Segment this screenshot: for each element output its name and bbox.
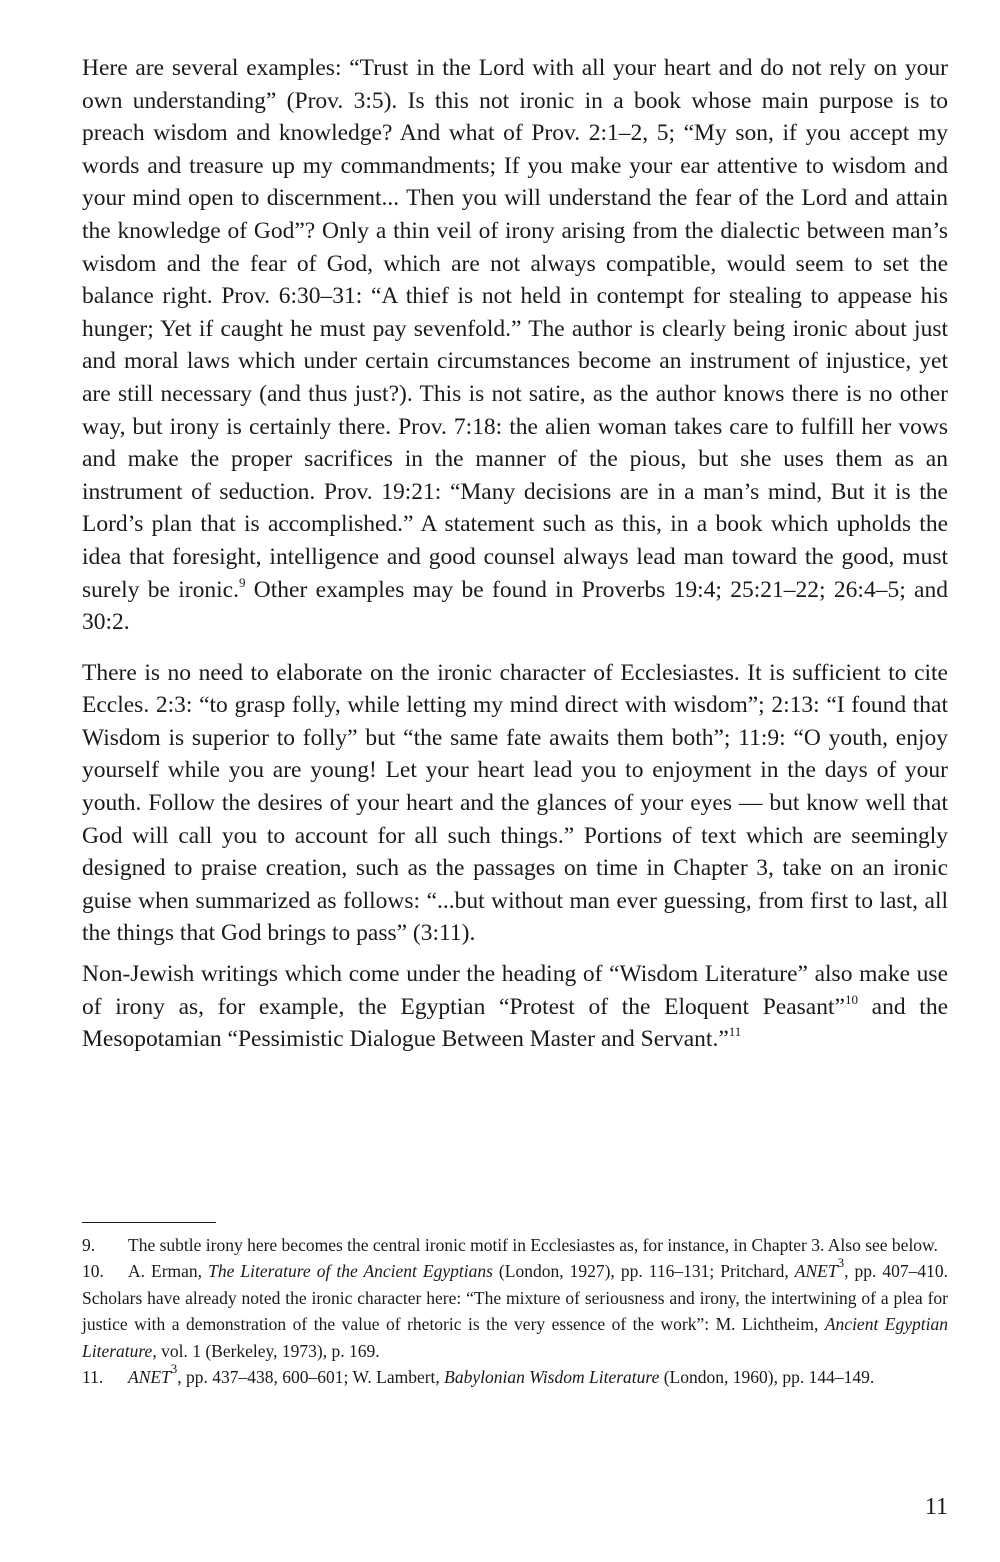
footnote-number: 11. [82, 1367, 104, 1388]
footnote-ref-10[interactable]: 10 [844, 991, 858, 1007]
book-title: The Literature of the Ancient Egyptians [208, 1261, 493, 1282]
paragraph-proverbs [82, 52, 948, 639]
paragraph-non-jewish-writings [82, 958, 948, 1056]
footnote-text: (London, 1927), pp. 116–131; Pritchard, [492, 1261, 795, 1282]
paragraph-text: There is no need to elaborate on the ironic character of Ecclesiastes. It is sufficient to cite Eccles. 2:3: “to grasp folly, while letting my mind direct with wisdom”; 2:13: “I found that Wisdom is superior to folly” but “the same fate awaits them both”; 11:9: “O youth, enjoy yourself while you are young! Let your heart lead you to enjoyment in the days of your youth. Follow the desires of your heart and the glances of your eyes — but know well that God will call you to account for all such things.” Portions of text which are seemingly designed to praise creation, such as the passages on time in Chapter 3, take on an ironic guise when summarized as follows: “...but without man ever guessing, from first to last, all the things that God brings to pass” (3:11). [82, 659, 948, 947]
footnote-text: A. Erman, [128, 1261, 209, 1282]
footnote-9 [82, 1232, 948, 1258]
paragraph-text: Here are several examples: “Trust in the Lord with all your heart and do not rely on your own understanding” (Prov. 3:5). Is this not ironic in a book whose main purpose is to preach wisdom and knowledge? And what of Prov. 2:1–2, 5; “My son, if you accept my words and treasure up my commandments; If you make your ear attentive to wisdom and your mind open to discernment... Then you will understand the fear of the Lord and attain the knowledge of God”? Only a thin veil of irony arising from the dialectic between man’s wisdom and the fear of God, which are not always compatible, would seem to set the balance right. Prov. 6:30–31: “A thief is not held in contempt for stealing to appease his hunger; Yet if caught he must pay sevenfold.” The author is clearly being ironic about just and moral laws which under certain circumstances become an instrument of injustice, yet are still necessary (and thus just?). This is not satire, as the author knows there is no other way, but irony is certainly there. Prov. 7:18: the alien woman takes care to fulfill her vows and make the proper sacrifices in the manner of the pious, but she uses them as an instrument of seduction. Prov. 19:21: “Many decisions are in a man’s mind, But it is the Lord’s plan that is accomplished.” A statement such as this, in a book which upholds the idea that foresight, intelligence and good counsel always lead man toward the good, must surely be ironic. [82, 55, 948, 603]
footnote-text: (London, 1960), pp. 144–149. [659, 1367, 875, 1388]
footnote-number: 10. [82, 1261, 104, 1282]
book-title: ANET [128, 1367, 171, 1388]
paragraph-text-continued: Other examples may be found in Proverbs 19:4; 25:21–22; 26:4–5; and 30:2. [82, 576, 948, 636]
footnote-divider [82, 1222, 216, 1223]
footnote-text: , vol. 1 (Berkeley, 1973), p. 169. [152, 1340, 380, 1361]
footnote-11 [82, 1361, 948, 1390]
footnote-ref-9[interactable]: 9 [238, 574, 246, 590]
book-title: Ancient Egyptian Literature [82, 1314, 948, 1361]
footnote-number: 9. [82, 1235, 96, 1255]
paragraph-ecclesiastes [82, 657, 948, 950]
footnote-text: The subtle irony here becomes the central ironic motif in Ecclesiastes as, for instance, in Chapter 3. Also see below. [128, 1235, 938, 1255]
footnotes [82, 1232, 948, 1390]
page-number: 11 [924, 1494, 948, 1520]
book-title: ANET [794, 1261, 838, 1282]
paragraph-text-continued: and the Mesopotamian “Pessimistic Dialogue Between Master and Servant.” [82, 993, 948, 1053]
paragraph-text: Non-Jewish writings which come under the heading of “Wisdom Literature” also make use of irony as, for example, the Egyptian “Protest of the Eloquent Peasant” [82, 961, 948, 1020]
edition-superscript: 3 [837, 1255, 845, 1271]
edition-superscript: 3 [170, 1361, 178, 1377]
book-title: Babylonian Wisdom Literature [444, 1367, 660, 1388]
footnote-text: , pp. 437–438, 600–601; W. Lambert, [177, 1367, 445, 1388]
footnote-ref-11[interactable]: 11 [728, 1024, 742, 1040]
footnote-text: , pp. 407–410. Scholars have already noted the ironic character here: “The mixture of seriousness and irony, the intertwining of a plea for justice with a demonstration of the value of rhetoric is the very essence of the work”: M. Lichtheim, [82, 1261, 948, 1335]
page-body [82, 52, 948, 1073]
footnote-10 [82, 1255, 948, 1364]
